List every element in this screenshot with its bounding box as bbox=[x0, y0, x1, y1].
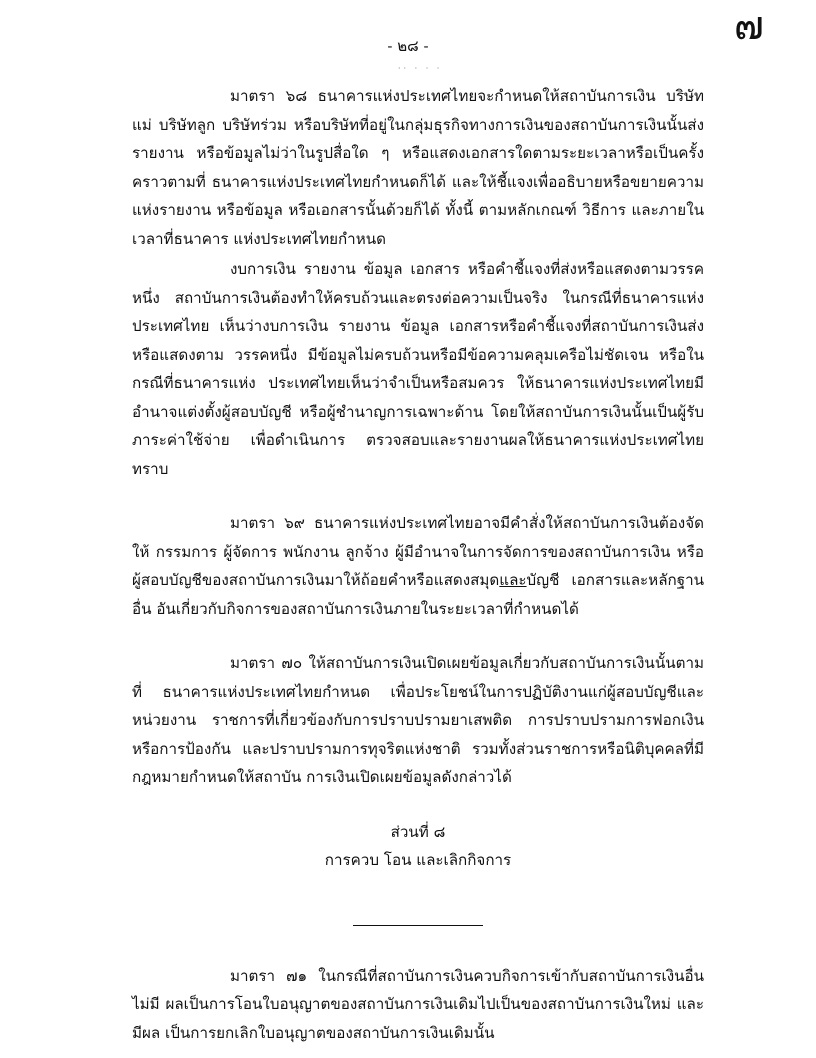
section-70-paragraph bbox=[132, 649, 704, 792]
part-number-heading: ส่วนที่ ๘ bbox=[390, 822, 446, 841]
section-68-paragraph-1 bbox=[132, 82, 704, 253]
scan-specks: ·· · · · bbox=[398, 64, 443, 73]
section-71-text: มาตรา ๗๑ ในกรณีที่สถาบันการเงินควบกิจการเข้ากับสถาบันการเงินอื่นไม่มี ผลเป็นการโอนใบอนุญาตของสถาบันการเงินเดิมไปเป็นของสถาบันการเงินใหม่ และมีผล เป็นการยกเลิกใบอนุญาตของสถาบันการเงินเดิมนั้น bbox=[132, 966, 704, 1042]
part-title-heading: การควบ โอน และเลิกกิจการ bbox=[324, 851, 512, 869]
section-69-text-after: บัญชี เอกสารและหลักฐานอื่น อันเกี่ยวกับกิจการของสถาบันการเงินภายในระยะเวลาที่กำหนดได้ bbox=[132, 571, 704, 618]
section-70-text: มาตรา ๗๐ ให้สถาบันการเงินเปิดเผยข้อมูลเกี่ยวกับสถาบันการเงินนั้นตามที่ ธนาคารแห่งประเทศไทยกำหนด เพื่อประโยชน์ในการปฏิบัติงานแก่ผู้สอบบัญชีและหน่วยงาน ราชการที่เกี่ยวข้องกับการปราบปรามยาเสพติด การปราบปรามการฟอกเงินหรือการป้องกัน และปราบปรามการทุจริตแห่งชาติ รวมทั้งส่วนราชการหรือนิติบุคคลที่มีกฎหมายกำหนดให้สถาบัน การเงินเปิดเผยข้อมูลดังกล่าวได้ bbox=[132, 654, 704, 786]
section-69-underlined-word: และ bbox=[499, 571, 527, 589]
section-69-paragraph bbox=[132, 509, 704, 623]
section-68-text-2: งบการเงิน รายงาน ข้อมูล เอกสาร หรือคำชี้แจงที่ส่งหรือแสดงตามวรรคหนึ่ง สถาบันการเงินต้องทำให้ครบถ้วนและตรงต่อความเป็นจริง ในกรณีที่ธนาคารแห่งประเทศไทย เห็นว่างบการเงิน รายงาน ข้อมูล เอกสารหรือคำชี้แจงที่สถาบันการเงินส่งหรือแสดงตาม วรรคหนึ่ง มีข้อมูลไม่ครบถ้วนหรือมีข้อความคลุมเครือไม่ชัดเจน หรือในกรณีที่ธนาคารแห่ง ประเทศไทยเห็นว่าจำเป็นหรือสมควร ให้ธนาคารแห่งประเทศไทยมีอำนาจแต่งตั้งผู้สอบบัญชี หรือผู้ชำนาญการเฉพาะด้าน โดยให้สถาบันการเงินนั้นเป็นผู้รับภาระค่าใช้จ่าย เพื่อดำเนินการ ตรวจสอบและรายงานผลให้ธนาคารแห่งประเทศไทยทราบ bbox=[132, 260, 704, 478]
section-68-text-1: มาตรา ๖๘ ธนาคารแห่งประเทศไทยจะกำหนดให้สถาบันการเงิน บริษัทแม่ บริษัทลูก บริษัทร่วม หรือบริษัทที่อยู่ในกลุ่มธุรกิจทางการเงินของสถาบันการเงินนั้นส่งรายงาน หรือข้อมูลไม่ว่าในรูปสื่อใด ๆ หรือแสดงเอกสารใดตามระยะเวลาหรือเป็นครั้งคราวตามที่ ธนาคารแห่งประเทศไทยกำหนดก็ได้ และให้ชี้แจงเพื่ออธิบายหรือขยายความแห่งรายงาน หรือข้อมูล หรือเอกสารนั้นด้วยก็ได้ ทั้งนี้ ตามหลักเกณฑ์ วิธีการ และภายในเวลาที่ธนาคาร แห่งประเทศไทยกำหนด bbox=[132, 87, 704, 248]
page-number: - ๒๘ - bbox=[387, 37, 429, 55]
section-68-paragraph-2 bbox=[132, 255, 704, 483]
handwritten-page-mark: ๗ bbox=[733, 3, 764, 49]
document-body bbox=[132, 82, 704, 1047]
section-69-text-before: มาตรา ๖๙ ธนาคารแห่งประเทศไทยอาจมีคำสั่งให้สถาบันการเงินต้องจัดให้ กรรมการ ผู้จัดการ พนักงาน ลูกจ้าง ผู้มีอำนาจในการจัดการของสถาบันการเงิน หรือ ผู้สอบบัญชีของสถาบันการเงินมาให้ถ้อยคำหรือแสดงสมุด bbox=[132, 514, 704, 589]
section-71-paragraph bbox=[132, 962, 704, 1048]
